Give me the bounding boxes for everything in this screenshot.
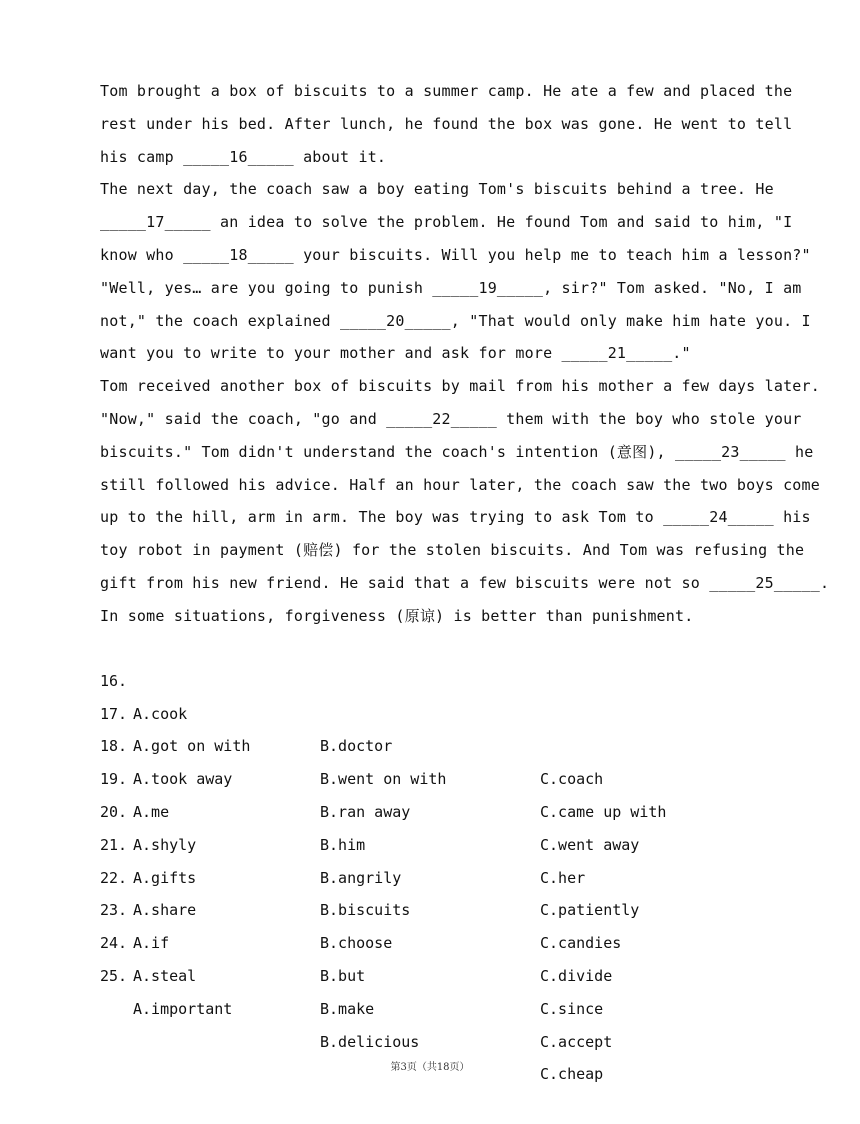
- option-b: B.went on with: [320, 770, 447, 789]
- option-a: A.gifts: [133, 868, 197, 887]
- option-a: A.took away: [133, 770, 233, 789]
- passage-line: want you to write to your mother and ask for more _____21_____.": [100, 344, 691, 363]
- option-a: A.if: [133, 934, 170, 953]
- passage-line: "Now," said the coach, "go and _____22_____ them with the boy who stole your: [100, 409, 802, 428]
- passage-line: biscuits." Tom didn't understand the coach's intention (意图), _____23_____ he: [100, 442, 814, 461]
- passage-line: still followed his advice. Half an hour later, the coach saw the two boys come: [100, 475, 820, 494]
- option-a: A.shyly: [133, 835, 197, 854]
- option-c: C.went away: [540, 835, 640, 854]
- option-a: A.me: [133, 802, 170, 821]
- option-a: A.important: [133, 999, 233, 1018]
- passage-line: not," the coach explained _____20_____, "That would only make him hate you. I: [100, 311, 811, 330]
- option-b: B.biscuits: [320, 901, 411, 920]
- question-number: 18.: [100, 737, 128, 756]
- passage-line: The next day, the coach saw a boy eating Tom's biscuits behind a tree. He: [100, 180, 774, 199]
- option-b: B.ran away: [320, 802, 411, 821]
- option-c: C.came up with: [540, 802, 667, 821]
- option-c: C.divide: [540, 966, 613, 985]
- question-number: 21.: [100, 835, 128, 854]
- passage-line: Tom received another box of biscuits by mail from his mother a few days later.: [100, 377, 820, 396]
- passage-line: In some situations, forgiveness (原谅) is better than punishment.: [100, 606, 694, 625]
- question-number: 25.: [100, 966, 128, 985]
- option-c: C.accept: [540, 1032, 613, 1051]
- option-a: A.cook: [133, 704, 188, 723]
- passage-line: Tom brought a box of biscuits to a summer camp. He ate a few and placed the: [100, 82, 793, 100]
- option-b: B.delicious: [320, 1032, 420, 1051]
- passage-line: "Well, yes… are you going to punish _____19_____, sir?" Tom asked. "No, I am: [100, 278, 802, 297]
- passage-line: rest under his bed. After lunch, he found the box was gone. He went to tell: [100, 114, 793, 133]
- option-c: C.her: [540, 868, 586, 887]
- option-b: B.choose: [320, 934, 393, 953]
- passage-line: up to the hill, arm in arm. The boy was trying to ask Tom to _____24_____ his: [100, 508, 811, 527]
- option-a: A.steal: [133, 966, 197, 985]
- page-footer: 第3页（共18页）: [390, 1062, 470, 1073]
- option-b: B.make: [320, 999, 375, 1018]
- question-number: 19.: [100, 770, 128, 789]
- option-c: C.since: [540, 999, 604, 1018]
- passage-line: gift from his new friend. He said that a few biscuits were not so _____25_____.: [100, 573, 830, 592]
- option-c: C.cheap: [540, 1065, 604, 1084]
- option-b: B.but: [320, 966, 366, 985]
- option-c: C.coach: [540, 770, 604, 789]
- question-number: 24.: [100, 934, 128, 953]
- option-b: B.angrily: [320, 868, 402, 887]
- question-number: 20.: [100, 802, 128, 821]
- question-number: 22.: [100, 868, 128, 887]
- question-number: 16.: [100, 671, 128, 690]
- cloze-passage: [100, 75, 830, 633]
- option-c: C.patiently: [540, 901, 640, 920]
- passage-line: _____17_____ an idea to solve the problem. He found Tom and said to him, "I: [100, 213, 793, 232]
- passage-line: know who _____18_____ your biscuits. Will you help me to teach him a lesson?": [100, 245, 811, 264]
- option-a: A.got on with: [133, 737, 251, 756]
- option-a: A.share: [133, 901, 197, 920]
- passage-line: toy robot in payment (赔偿) for the stolen biscuits. And Tom was refusing the: [100, 541, 805, 560]
- question-number: 17.: [100, 704, 128, 723]
- option-c: C.candies: [540, 934, 622, 953]
- question-number: 23.: [100, 901, 128, 920]
- option-b: B.doctor: [320, 737, 393, 756]
- option-b: B.him: [320, 835, 366, 854]
- passage-line: his camp _____16_____ about it.: [100, 147, 387, 166]
